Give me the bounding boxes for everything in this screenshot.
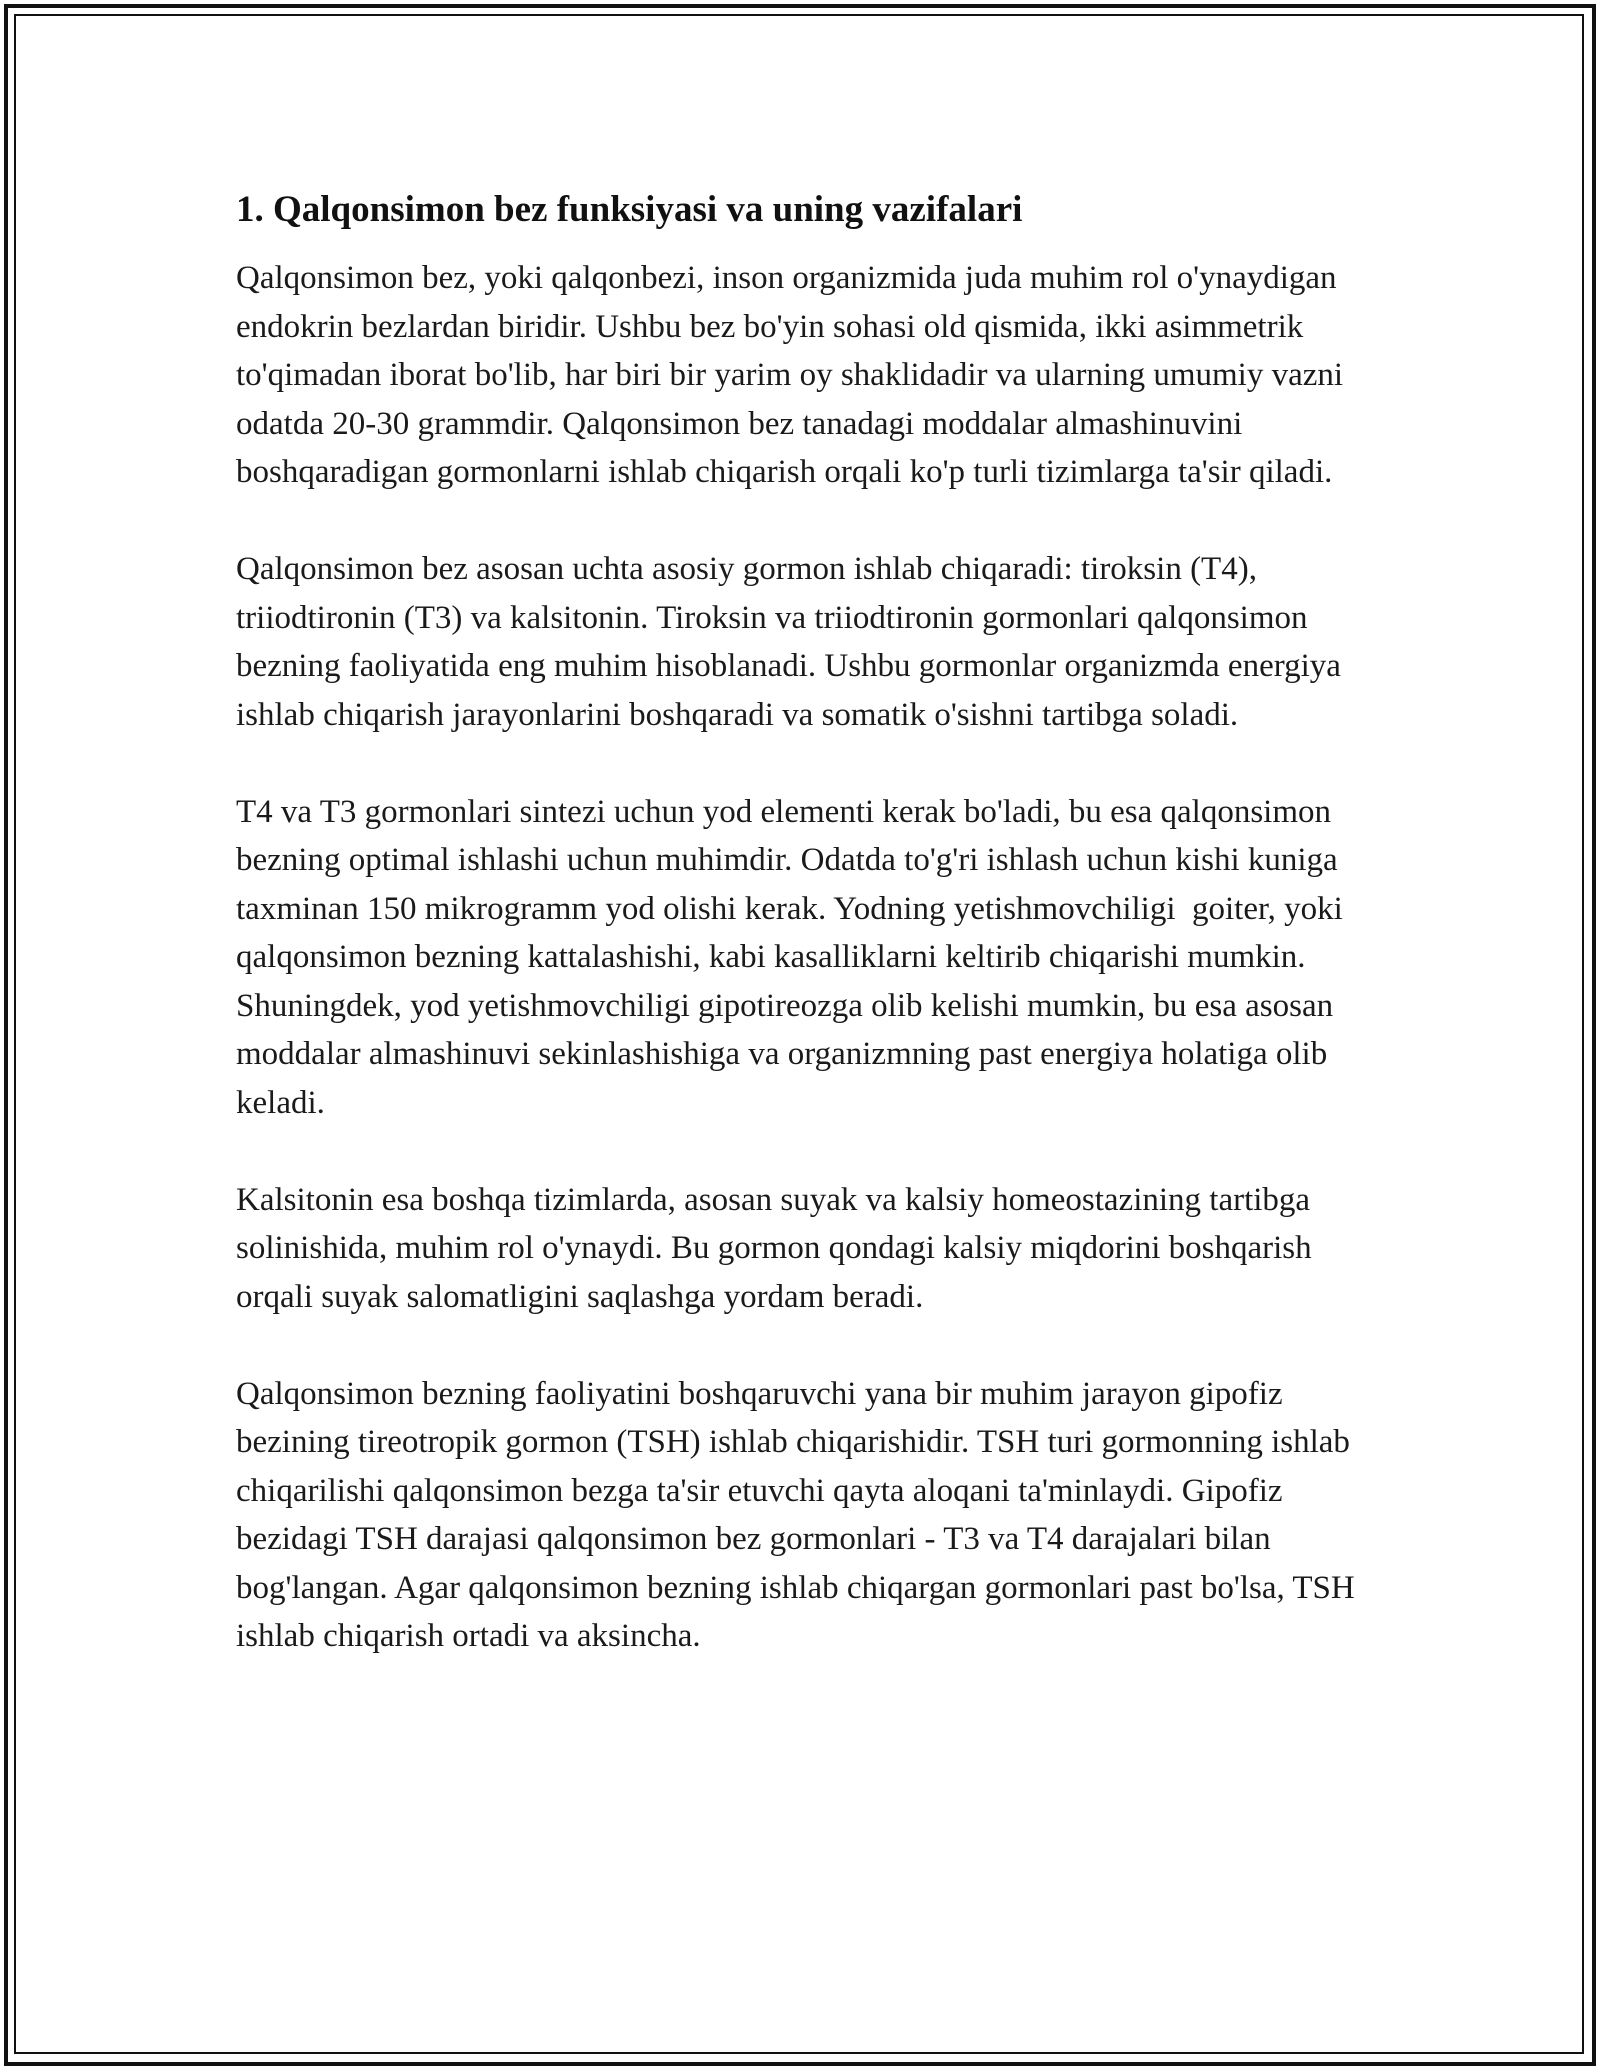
paragraph-5: Qalqonsimon bezning faoliyatini boshqaruvchi yana bir muhim jarayon gipofiz bezining tireotropik gormon (TSH) ishlab chiqarishidir. TSH turi gormonning ishlab chiqarilishi qalqonsimon bezga ta'sir etuvchi qayta aloqani ta'minlaydi. Gipofiz bezidagi TSH darajasi qalqonsimon bez gormonlari - T3 va T4 darajalari bilan bog'langan. Agar qalqonsimon bezning ishlab chiqargan gormonlari past bo'lsa, TSH ishlab chiqarish ortadi va aksincha. bbox=[236, 1375, 1363, 1654]
paragraph-2: Qalqonsimon bez asosan uchta asosiy gormon ishlab chiqaradi: tiroksin (T4), triiodtironin (T3) va kalsitonin. Tiroksin va triiodtironin gormonlari qalqonsimon bezning faoliyatida eng muhim hisoblanadi. Ushbu gormonlar organizmda energiya ishlab chiqarish jarayonlarini boshqaradi va somatik o'sishni tartibga soladi. bbox=[236, 551, 1350, 733]
paragraph-3: T4 va T3 gormonlari sintezi uchun yod elementi kerak bo'ladi, bu esa qalqonsimon bezning optimal ishlashi uchun muhimdir. Odatda to'g'ri ishlash uchun kishi kuniga taxminan 150 mikrogramm yod olishi kerak. Yodning yetishmovchiligi goiter, yoki qalqonsimon bezning kattalashishi, kabi kasalliklarni keltirib chiqarishi mumkin. Shuningdek, yod yetishmovchiligi gipotireozga olib kelishi mumkin, bu esa asosan moddalar almashinuvi sekinlashishiga va organizmning past energiya holatiga olib keladi. bbox=[236, 793, 1352, 1121]
document-body bbox=[236, 186, 1376, 1709]
section-heading: 1. Qalqonsimon bez funksiyasi va uning vazifalari bbox=[236, 189, 1023, 230]
paragraph-1: Qalqonsimon bez, yoki qalqonbezi, inson organizmida juda muhim rol o'ynaydigan endokrin bezlardan biridir. Ushbu bez bo'yin sohasi old qismida, ikki asimmetrik to'qimadan iborat bo'lib, har biri bir yarim oy shaklidadir va ularning umumiy vazni odatda 20-30 grammdir. Qalqonsimon bez tanadagi moddalar almashinuvini boshqaradigan gormonlarni ishlab chiqarish orqali ko'p turli tizimlarga ta'sir qiladi. bbox=[236, 260, 1352, 490]
paragraph-4: Kalsitonin esa boshqa tizimlarda, asosan suyak va kalsiy homeostazining tartibga solinishida, muhim rol o'ynaydi. Bu gormon qondagi kalsiy miqdorini boshqarish orqali suyak salomatligini saqlashga yordam beradi. bbox=[236, 1181, 1320, 1315]
